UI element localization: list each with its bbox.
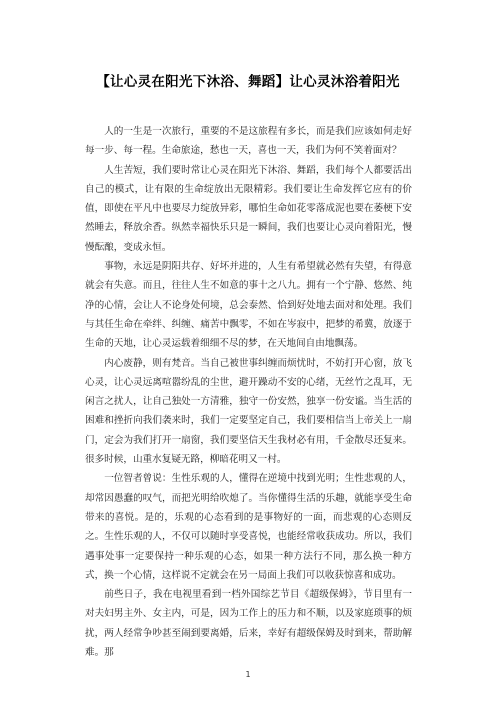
paragraph: 人生苦短，我们要时常让心灵在阳光下沐浴、舞蹈，我们每个人都要活出自己的模式，让有限的生命绽放出无限精彩。我们要让生命发挥它应有的价值，即使在平凡中也要尽力绽放异彩，哪怕生命如花零落成泥也要在萎梗下安然睡去，释放余香。纵然幸福快乐只是一瞬间，我们也要让心灵向着阳光，慢慢酝酿，变成永恒。	[85, 164, 412, 253]
paragraph: 内心废静，则有梵音。当自己被世事纠缠而烦忧时，不妨打开心窗，放飞心灵，让心灵远离喧嚣纷乱的尘世，避开躁动不安的心绪，无丝竹之乱耳，无闲言之扰人，让自己独处一方清雅，独守一份安然，独享一份安谧。当生活的困难和挫折向我们袭来时，我们一定要坚定自己，我们要相信当上帝关上一扇门，定会为我们打开一扇窗，我们要坚信天生我材必有用，千金散尽还复来。很多时候，山重水复疑无路，柳暗花明又一村。	[85, 357, 412, 466]
document-body	[85, 122, 412, 662]
page-number: 1	[245, 670, 251, 679]
paragraph: 人的一生是一次旅行，重要的不是这旅程有多长，而是我们应该如何走好每一步、每一程。生命旅途，愁也一天，喜也一天，我们为何不笑着面对？	[85, 126, 412, 157]
paragraph: 前些日子，我在电视里看到一档外国综艺节目《超级保姆》，节目里有一对夫妇男主外、女主内，可是，因为工作上的压力和不顺，以及家庭琐事的烦扰，两人经常争吵甚至闹到要离婚，后来，幸好有超级保姆及时到来，帮助解难。那	[85, 589, 412, 659]
paragraph: 一位智者曾说：生性乐观的人，懂得在逆境中找到光明；生性悲观的人，却常因愚蠢的叹气，而把光明给吹熄了。当你懂得生活的乐趣，就能享受生命带来的喜悦。是的，乐观的心态看到的是事物好的一面，而悲观的心态则反之。生性乐观的人，不仅可以随时享受喜悦，也能经常收获成功。所以，我们遇事处事一定要保持一种乐观的心态，如果一种方法行不同，那么换一种方式，换一个心情，这样说不定就会在另一局面上我们可以收获惊喜和成功。	[85, 473, 412, 581]
paragraph: 事物，永远是阴阳共存、好坏并进的，人生有希望就必然有失望，有得意就会有失意。而且，往往人生不如意的事十之八九。拥有一个宁静、悠然、纯净的心情，会让人不论身处何境，总会泰然、恰到好处地去面对和处理。我们与其任生命在牵绊、纠缠、痛苦中飘零，不如在岑寂中，把梦的希冀，放逐于生命的天地，让心灵运载着细细不尽的梦，在天地间自由地飘荡。	[85, 261, 412, 350]
document-title: 【让心灵在阳光下沐浴、舞蹈】让心灵沐浴着阳光	[96, 74, 400, 90]
